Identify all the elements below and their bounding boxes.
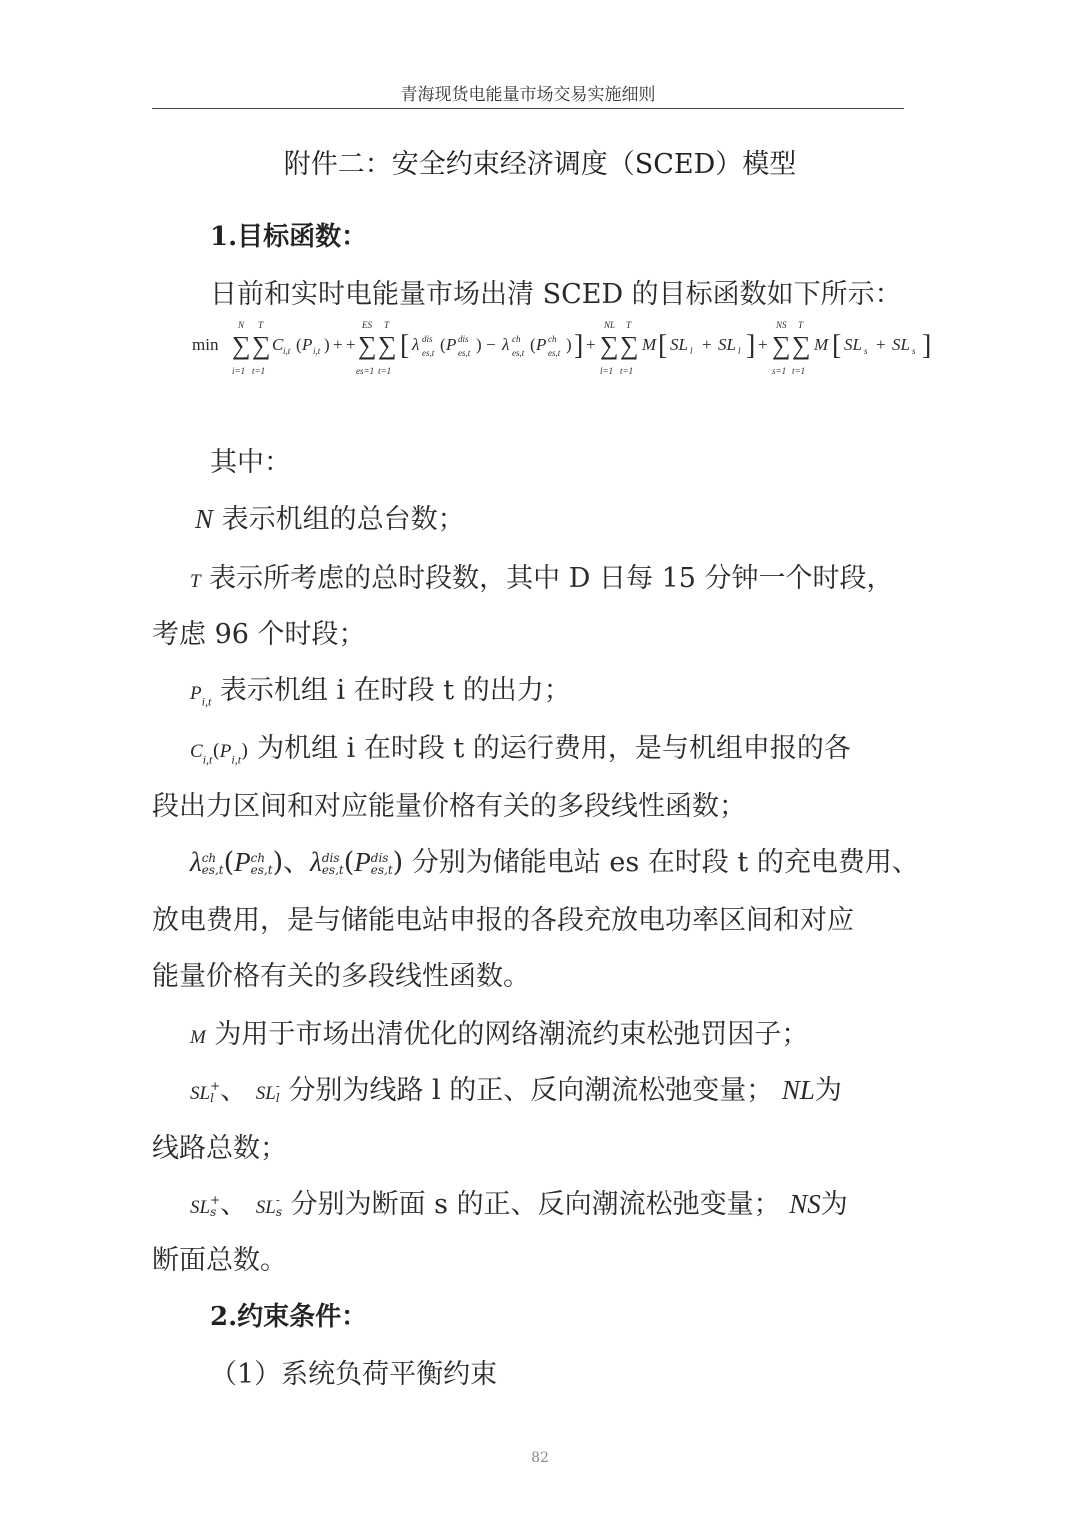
formula-sum-upper: T [384, 320, 390, 330]
running-header: 青海现货电能量市场交易实施细则 [400, 85, 656, 105]
symbol-lambda-ch-arg: P [234, 847, 251, 877]
formula-p-sub: es,t [548, 348, 561, 358]
formula-bracket: [ [400, 330, 410, 361]
symbol-sl-s-neg-sub: s [275, 1204, 282, 1219]
formula-plus: + [702, 335, 712, 354]
definition-n [195, 497, 465, 536]
definition-ns-text: 为 [820, 1189, 848, 1220]
symbol-lambda-dis-arg-sup: dis [370, 850, 389, 865]
symbol-sl-s-neg-sup: - [275, 1192, 280, 1207]
formula-p: P [536, 335, 547, 354]
constraint-item-1: （1）系统负荷平衡约束 [210, 1359, 498, 1390]
formula-lambda-sub: es,t [422, 348, 435, 358]
formula-paren: ) [566, 335, 572, 354]
formula-p: P [446, 335, 457, 354]
formula-sum-upper: T [626, 320, 632, 330]
symbol-lambda-ch-arg-sub: es,t [250, 862, 273, 877]
formula-intro: 日前和实时电能量市场出清 SCED 的目标函数如下所示： [210, 279, 902, 310]
formula-sum-upper: N [238, 320, 245, 330]
symbol-sl-l-neg-sub: l [275, 1090, 280, 1105]
page-number: 82 [531, 1450, 549, 1466]
symbol-sl-s-pos: SL [190, 1197, 211, 1218]
definition-m [190, 1012, 808, 1051]
formula-sum-lower: i=1 [232, 366, 246, 376]
definition-sl-section-text: 分别为断面 s 的正、反向潮流松弛变量； [290, 1189, 781, 1220]
formula-sum: ∑ [232, 331, 251, 360]
formula-bracket: ] [574, 330, 584, 361]
definition-p [190, 668, 571, 709]
formula-p-sup: dis [458, 334, 469, 344]
formula-sum-upper: NL [604, 320, 616, 330]
where-label: 其中： [210, 447, 291, 478]
symbol-ns: NS [789, 1189, 821, 1219]
formula-paren: ( [440, 335, 446, 354]
formula-sum: ∑ [772, 331, 791, 360]
formula-sum-upper: T [258, 320, 264, 330]
formula-plus: + [333, 335, 343, 354]
definition-nl-text: 为 [814, 1075, 842, 1106]
symbol-sl-s-pos-sub: s [210, 1204, 217, 1219]
separator: 、 [220, 1189, 248, 1220]
symbol-lambda-dis-sup: dis [321, 850, 340, 865]
definition-c-text-1: 为机组 i 在时段 t 的运行费用，是与机组申报的各 [257, 733, 851, 764]
definition-sl-section-line-2: 断面总数。 [152, 1245, 287, 1276]
formula-bracket: [ [658, 330, 668, 361]
symbol-sl-l-pos: SL [190, 1083, 211, 1104]
symbol-sl-l-pos-sub: l [210, 1090, 214, 1105]
formula-bracket: ] [746, 330, 756, 361]
symbol-lambda-dis-arg: P [354, 847, 371, 877]
definition-m-text: 为用于市场出清优化的网络潮流约束松弛罚因子； [214, 1019, 809, 1050]
symbol-lambda-ch-sup: ch [201, 850, 217, 865]
formula-sl: SL [718, 335, 736, 354]
formula-lambda-sub: es,t [512, 348, 525, 358]
symbol-p: P [190, 683, 202, 704]
formula-sum-lower: l=1 [600, 366, 614, 376]
definition-lambda-text-1: 分别为储能电站 es 在时段 t 的充电费用、 [411, 847, 919, 878]
formula-p-sup: ch [548, 334, 557, 344]
formula-lambda: λ [412, 335, 420, 354]
symbol-sl-s-pos-sup: + [210, 1192, 221, 1207]
definition-sl-line-text: 分别为线路 l 的正、反向潮流松弛变量； [288, 1075, 774, 1106]
definition-sl-section [190, 1182, 848, 1221]
formula-sum-lower: es=1 [356, 366, 375, 376]
formula-sum-lower: t=1 [792, 366, 806, 376]
formula-sum-lower: t=1 [620, 366, 634, 376]
symbol-sl-l-neg: SL [255, 1083, 276, 1104]
formula-lambda-sup: ch [512, 334, 521, 344]
symbol-c-sub: i,t [202, 752, 213, 767]
definition-t-text-1: 表示所考虑的总时段数，其中 D 日每 15 分钟一个时段， [209, 563, 894, 594]
symbol-lambda-ch-sub: es,t [201, 862, 224, 877]
formula-sl-sub: s [912, 346, 916, 356]
definition-n-text: 表示机组的总台数； [221, 504, 465, 535]
symbol-lambda-dis: λ [310, 847, 322, 877]
formula-sum: ∑ [378, 331, 397, 360]
formula-sum-upper: T [798, 320, 804, 330]
symbol-c-arg: P [219, 741, 232, 762]
formula-sum: ∑ [358, 331, 377, 360]
symbol-nl: NL [781, 1075, 815, 1105]
definition-lambda-line-3: 能量价格有关的多段线性函数。 [152, 961, 530, 992]
formula-bracket: [ [832, 330, 842, 361]
definition-sl-line-line-2: 线路总数； [152, 1133, 287, 1164]
section-2-heading: 2.约束条件： [210, 1302, 368, 1332]
symbol-sl-l-pos-sup: + [210, 1078, 221, 1093]
definition-sl-line [190, 1068, 842, 1107]
formula-sum: ∑ [600, 331, 619, 360]
formula-min: min [192, 335, 219, 354]
symbol-lambda-ch: λ [190, 847, 202, 877]
formula-sum: ∑ [620, 331, 639, 360]
definition-lambda: λch es,t(Pch es,t)、λdis es,t(Pdis es,t) 分别为储能电站 es 在时段 t 的充电费用、 [190, 847, 919, 878]
definition-t [190, 556, 894, 595]
formula-sum: ∑ [252, 331, 271, 360]
formula-paren: ( [296, 335, 302, 354]
formula-sl-sub: l [738, 346, 741, 356]
symbol-m: M [190, 1027, 206, 1048]
formula-plus: + [876, 335, 886, 354]
separator: 、 [220, 1075, 248, 1106]
formula-sum-lower: t=1 [378, 366, 392, 376]
formula-paren: ) [476, 335, 482, 354]
formula-lambda: λ [502, 335, 510, 354]
formula-sl: SL [892, 335, 910, 354]
formula-sum-upper: ES [362, 320, 372, 330]
formula-m: M [814, 335, 829, 354]
symbol-c-arg-sub: i,t [231, 752, 242, 767]
header-rule [152, 108, 904, 109]
formula-sl-sub: l [690, 346, 693, 356]
formula-sum-upper: NS [776, 320, 787, 330]
symbol-n: N [195, 504, 214, 534]
formula-plus: + [586, 335, 596, 354]
formula-sl-sub: s [864, 346, 868, 356]
symbol-lambda-ch-arg-sup: ch [250, 850, 266, 865]
formula-minus: − [486, 335, 496, 354]
definition-lambda-line-2: 放电费用，是与储能电站申报的各段充放电功率区间和对应 [152, 905, 854, 936]
formula-sum: ∑ [792, 331, 811, 360]
formula-plus: + [758, 335, 768, 354]
definition-c: $C_{i,t}(P_{i,t})$ 为机组 i 在时段 t 的运行费用，是与机组申报的各 [190, 733, 851, 767]
formula-paren: ) [324, 335, 330, 354]
definition-t-line-2: 考虑 96 个时段； [152, 619, 366, 650]
formula-paren: ( [530, 335, 536, 354]
formula-p-sub: i,t [313, 346, 321, 356]
formula-m: M [642, 335, 657, 354]
formula-sum-lower: s=1 [772, 366, 787, 376]
formula-sl: SL [844, 335, 862, 354]
formula-sum-lower: t=1 [252, 366, 266, 376]
symbol-lambda-dis-arg-sub: es,t [370, 862, 393, 877]
formula-sl: SL [670, 335, 688, 354]
formula-p-sub: es,t [458, 348, 471, 358]
separator: 、 [283, 847, 311, 878]
symbol-sl-s-neg: SL [255, 1197, 276, 1218]
formula-bracket: ] [922, 330, 932, 361]
formula-c: C [272, 335, 284, 354]
formula-lambda-sup: dis [422, 334, 433, 344]
formula-plus: + [346, 335, 356, 354]
symbol-c: C [190, 741, 203, 762]
page-title: 附件二：安全约束经济调度（SCED）模型 [283, 149, 797, 180]
formula-p: P [302, 335, 313, 354]
symbol-sl-l-neg-sup: - [275, 1078, 280, 1093]
symbol-p-sub: i,t [201, 694, 212, 709]
definition-c-line-2: 段出力区间和对应能量价格有关的多段线性函数； [152, 791, 746, 822]
formula-c-sub: i,t [283, 346, 291, 356]
symbol-t: T [190, 571, 201, 592]
symbol-lambda-dis-sub: es,t [321, 862, 344, 877]
section-1-heading: 1.目标函数： [210, 222, 368, 252]
objective-formula [150, 318, 950, 384]
definition-p-text: 表示机组 i 在时段 t 的出力； [219, 675, 571, 706]
